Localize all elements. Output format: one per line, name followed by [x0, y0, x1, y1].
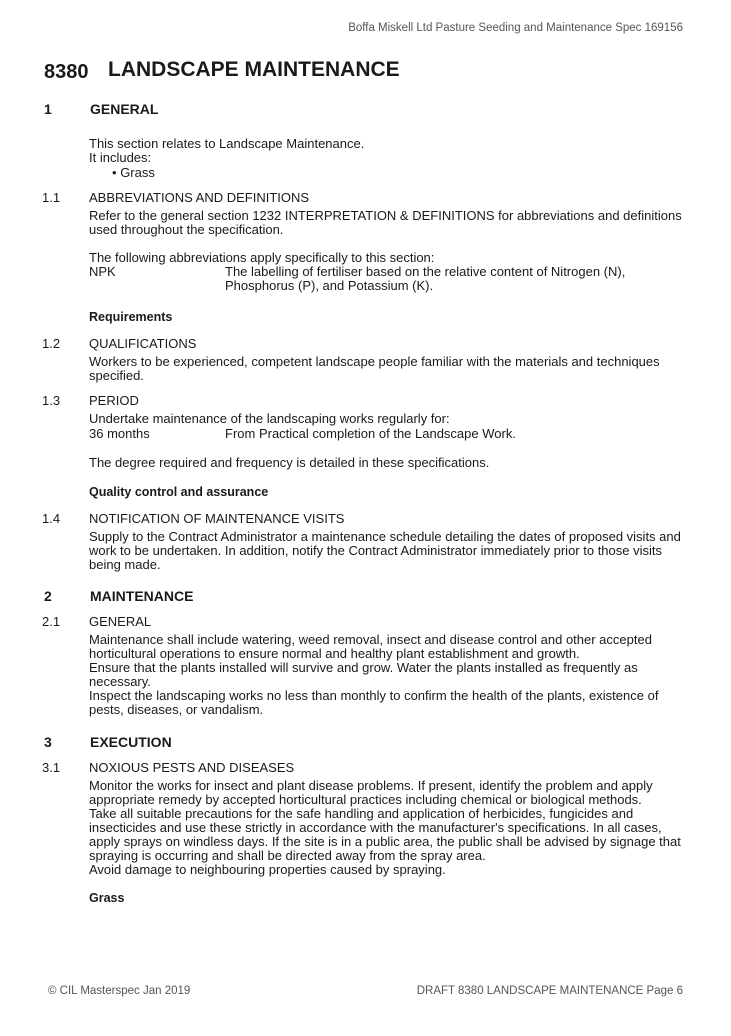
clause-title: NOXIOUS PESTS AND DISEASES — [89, 760, 295, 775]
page-title: LANDSCAPE MAINTENANCE — [108, 58, 400, 81]
footer-copyright: © CIL Masterspec Jan 2019 — [48, 985, 191, 997]
clause-text: The degree required and frequency is detailed in these specifications. — [89, 455, 490, 470]
clause-number: 1.1 — [42, 190, 61, 205]
heading-maintenance: MAINTENANCE — [90, 588, 194, 604]
clause-number: 1.3 — [42, 393, 61, 408]
definition-term: 36 months — [89, 426, 150, 441]
clause-text: Supply to the Contract Administrator a maintenance schedule detailing the dates of proposed visits and work to be undertaken. In addition, notify the Contract Administrator immediately prior to those visits being made. — [89, 529, 681, 572]
clause-title: PERIOD — [89, 393, 139, 408]
list-item: • Grass — [112, 165, 155, 180]
section-number: 8380 — [44, 61, 89, 83]
clause-text: Monitor the works for insect and plant disease problems. If present, identify the problem and apply appropriate remedy by accepted horticultural practices including chemical or biological methods. Take all suitable precautions for the safe handling and application of herbicides, fungicides and insecticides and use these strictly in accordance with the manufacturer's specifications. In all cases, apply sprays on windless days. If the site is in a public area, the public shall be advised by signage that spraying is occurring and shall be directed away from the spray area. Avoid damage to neighbouring properties caused by spraying. — [89, 778, 681, 877]
definition-value: The labelling of fertiliser based on the relative content of Nitrogen (N), Phosphorus (P), and Potassium (K). — [225, 264, 626, 293]
heading-number: 2 — [44, 588, 52, 604]
running-header: Boffa Miskell Ltd Pasture Seeding and Maintenance Spec 169156 — [348, 22, 683, 34]
definition-value: From Practical completion of the Landscape Work. — [225, 426, 516, 441]
clause-title: GENERAL — [89, 614, 152, 629]
clause-number: 2.1 — [42, 614, 61, 629]
heading-general: GENERAL — [90, 101, 159, 117]
intro-text: This section relates to Landscape Maintenance. It includes: — [89, 136, 365, 165]
clause-text: The following abbreviations apply specifically to this section: — [89, 250, 435, 265]
clause-title: ABBREVIATIONS AND DEFINITIONS — [89, 190, 310, 205]
subheading-grass: Grass — [89, 891, 125, 905]
heading-execution: EXECUTION — [90, 734, 172, 750]
heading-number: 1 — [44, 101, 52, 117]
clause-text: Undertake maintenance of the landscaping works regularly for: — [89, 411, 450, 426]
clause-title: NOTIFICATION OF MAINTENANCE VISITS — [89, 511, 345, 526]
clause-text: Workers to be experienced, competent landscape people familiar with the materials and techniques specified. — [89, 354, 660, 383]
footer-page-info: DRAFT 8380 LANDSCAPE MAINTENANCE Page 6 — [416, 985, 683, 997]
clause-text: Refer to the general section 1232 INTERPRETATION & DEFINITIONS for abbreviations and definitions used throughout the specification. — [89, 208, 682, 237]
clause-title: QUALIFICATIONS — [89, 336, 197, 351]
clause-number: 3.1 — [42, 760, 61, 775]
bullet-dot: • — [112, 165, 117, 180]
subheading-quality: Quality control and assurance — [89, 485, 269, 499]
definition-term: NPK — [89, 264, 116, 279]
clause-number: 1.2 — [42, 336, 61, 351]
heading-number: 3 — [44, 734, 52, 750]
clause-number: 1.4 — [42, 511, 61, 526]
clause-text: Maintenance shall include watering, weed removal, insect and disease control and other accepted horticultural operations to ensure normal and healthy plant establishment and growth. Ensure that the plants installed will survive and grow. Water the plants installed as frequently as necessary. Inspect the landscaping works no less than monthly to confirm the health of the plants, existence of pests, diseases, or vandalism. — [89, 632, 659, 717]
subheading-requirements: Requirements — [89, 310, 173, 324]
